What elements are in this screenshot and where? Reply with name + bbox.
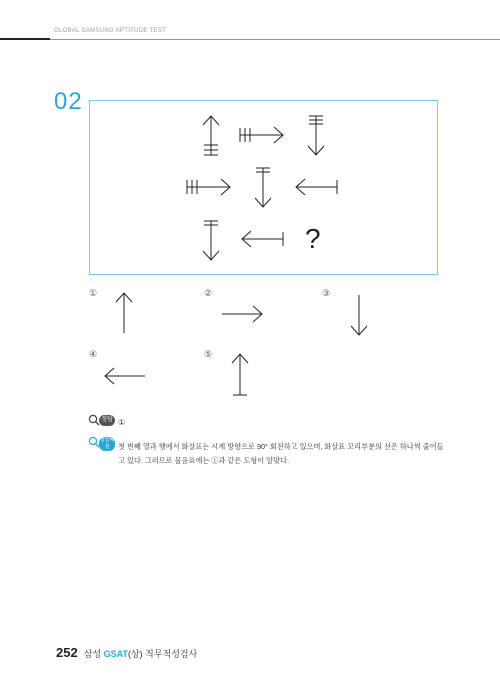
- arrow-up-three-tail-icon: [196, 114, 226, 160]
- answer-value: ①: [118, 418, 126, 427]
- arrow-down-two-tail-icon: [248, 164, 278, 210]
- arrow-left-one-tail-icon: [292, 173, 342, 201]
- option-2-number[interactable]: ②: [204, 288, 213, 298]
- option-4-number[interactable]: ④: [89, 349, 98, 359]
- option-3-number[interactable]: ③: [322, 288, 331, 298]
- arrow-down-two-tail-icon: [196, 217, 226, 263]
- arrow-left-one-tail-icon: [238, 225, 288, 253]
- arrow-right-three-tail-icon: [237, 121, 287, 149]
- header-rule-accent: [50, 39, 500, 40]
- running-header: GLOBAL SAMSUNG APTITUDE TEST: [54, 28, 167, 34]
- footer-brand-suffix: (상) 직무적성검사: [127, 649, 198, 659]
- arrow-left-icon[interactable]: [101, 366, 147, 386]
- page-footer: [56, 645, 197, 660]
- question-mark: ?: [305, 223, 321, 254]
- option-5-number[interactable]: ⑤: [204, 349, 213, 359]
- answer-badge: 정답: [99, 415, 115, 426]
- explanation-text: 첫 번째 열과 행에서 화살표는 시계 방향으로 90° 회전하고 있으며, 화살표 꼬리부분의 선은 하나씩 줄어들고 있다. 그러므로 물음표에는 ①과 같은 도형이 알맞다.: [118, 442, 444, 465]
- option-1-number[interactable]: ①: [89, 288, 98, 298]
- arrow-down-icon[interactable]: [349, 292, 369, 338]
- footer-brand: GSAT: [103, 649, 128, 659]
- page-number: 252: [56, 645, 78, 660]
- question-number: 02: [54, 88, 83, 115]
- arrow-down-three-tail-icon: [301, 112, 331, 158]
- header-rule: [0, 38, 50, 40]
- arrow-up-icon[interactable]: [114, 290, 134, 336]
- footer-brand-prefix: 삼성: [83, 649, 104, 659]
- arrow-right-three-tail-icon: [184, 173, 234, 201]
- arrow-up-one-tail-icon[interactable]: [230, 351, 250, 399]
- arrow-right-icon[interactable]: [220, 304, 266, 324]
- explanation-badge: 정답해설: [99, 437, 115, 450]
